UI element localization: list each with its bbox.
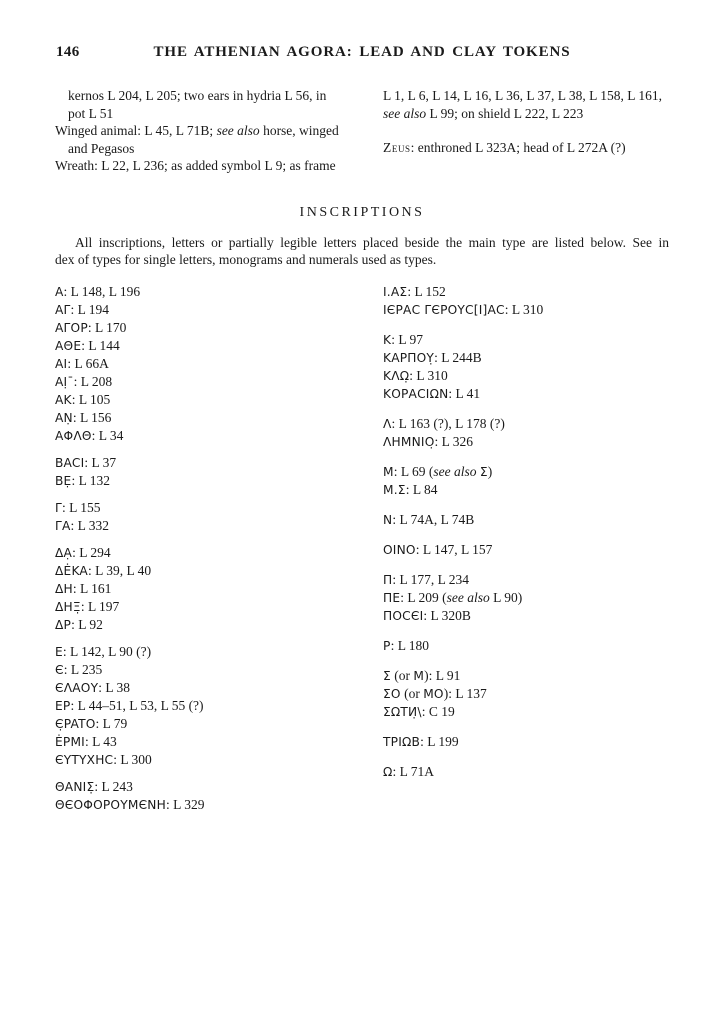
catalogue-reference-text: : L 97	[391, 331, 423, 347]
catalogue-reference-text: : L 69 (	[393, 463, 434, 479]
catalogue-reference-text: : C 19	[421, 703, 455, 719]
entry-group	[383, 331, 669, 403]
catalogue-reference-text: : L 44–51, L 53, L 55 (?)	[70, 697, 204, 713]
index-entry-line	[55, 697, 383, 715]
index-entry-line	[55, 616, 383, 634]
catalogue-reference-text: : L 152	[407, 283, 446, 299]
index-entry-line	[55, 643, 383, 661]
catalogue-reference-text: : L 310	[504, 301, 544, 317]
index-entry-line	[55, 733, 383, 751]
entry-group	[55, 87, 383, 175]
inscriptions-left-column	[55, 283, 383, 823]
catalogue-reference-text: Winged animal: L 45, L 71B;	[55, 123, 217, 138]
catalogue-reference-text: : L 310	[409, 367, 448, 383]
entry-group	[383, 571, 669, 625]
catalogue-reference-text: (or	[390, 667, 414, 683]
inscriptions-index	[55, 283, 669, 823]
index-entry-line	[55, 283, 383, 301]
entry-group	[383, 415, 669, 451]
index-entry-line	[383, 87, 669, 105]
greek-inscription-text: ΣΟ	[383, 686, 401, 701]
greek-inscription-text: ΣΩΤИ̣\	[383, 704, 422, 719]
index-entry-line	[55, 337, 383, 355]
smallcaps-heading-text: Zeus	[383, 140, 411, 155]
catalogue-reference-text: : L 300	[113, 751, 152, 767]
catalogue-reference-text: : L 144	[81, 337, 120, 353]
greek-inscription-text: ΠΟCЄΙ	[383, 608, 424, 623]
entry-group	[55, 454, 383, 490]
catalogue-reference-text: : L 156	[72, 409, 112, 425]
greek-inscription-text: ΜΟ	[423, 686, 444, 701]
greek-inscription-text: AṆ	[55, 410, 73, 425]
index-entry-line	[55, 319, 383, 337]
catalogue-reference-text: : L 148, L 196	[63, 283, 141, 299]
greek-inscription-text: ΘΑΝΙΣ̣	[55, 779, 95, 794]
index-entry-line	[55, 454, 383, 472]
greek-inscription-text: ΔHΞ̣	[55, 599, 81, 614]
page-header	[55, 44, 669, 64]
index-entry-line	[383, 283, 669, 301]
catalogue-reference-text: : L 209 (	[400, 589, 447, 605]
index-entry-line	[55, 122, 383, 140]
index-entry-line	[55, 661, 383, 679]
greek-inscription-text: ЄYTYXHC	[55, 752, 114, 767]
catalogue-reference-text: : L 132	[71, 472, 110, 488]
index-entry-line	[383, 139, 669, 157]
greek-inscription-text: P	[383, 638, 391, 653]
index-entry-line	[383, 571, 669, 589]
index-entry-line	[55, 679, 383, 697]
greek-inscription-text: AΘE	[55, 338, 82, 353]
catalogue-reference-text: : L 74A, L 74B	[392, 511, 475, 527]
index-entry-line	[55, 544, 383, 562]
type-index-right-column	[383, 87, 669, 175]
catalogue-reference-text: : L 92	[71, 616, 103, 632]
index-entry-line	[55, 105, 383, 123]
entry-group	[55, 643, 383, 769]
greek-inscription-text: K	[383, 332, 392, 347]
index-entry-line	[383, 301, 669, 319]
catalogue-reference-text: : L 37	[84, 454, 117, 470]
index-entry-line	[383, 433, 669, 451]
catalogue-reference-text: : L 163 (?), L 178 (?)	[391, 415, 505, 431]
catalogue-reference-text: : L 177, L 234	[392, 571, 469, 587]
index-entry-line	[383, 367, 669, 385]
index-entry-line	[55, 517, 383, 535]
section-heading: INSCRIPTIONS	[299, 204, 425, 220]
index-entry-line	[383, 415, 669, 433]
cross-reference-text: see also	[383, 105, 427, 121]
catalogue-reference-text: : L 39, L 40	[87, 562, 152, 578]
catalogue-reference-text: pot L 51	[68, 105, 114, 121]
catalogue-reference-text: : L 235	[63, 661, 103, 677]
greek-inscription-text: Ω	[383, 764, 393, 779]
index-entry-line	[383, 607, 669, 625]
entry-group	[383, 283, 669, 319]
index-entry-line	[55, 715, 383, 733]
catalogue-reference-text: : L 320B	[423, 607, 471, 623]
catalogue-reference-text: : L 142, L 90 (?)	[62, 643, 152, 659]
catalogue-reference-text: : L 294	[72, 544, 111, 560]
greek-inscription-text: Γ	[55, 500, 62, 515]
index-entry-line	[55, 499, 383, 517]
entry-group	[55, 778, 383, 814]
catalogue-reference-text: : L 66A	[67, 355, 109, 371]
greek-inscription-text: ΤΡΙΩΒ	[383, 734, 421, 749]
index-entry-line	[55, 751, 383, 769]
catalogue-reference-text: : L 41	[448, 385, 481, 401]
greek-inscription-text: A	[55, 284, 64, 299]
catalogue-reference-text: : L 34	[91, 427, 124, 443]
index-entry-line	[55, 598, 383, 616]
catalogue-reference-text: : L 79	[95, 715, 128, 731]
catalogue-reference-text: : L 147, L 157	[415, 541, 493, 557]
greek-inscription-text: AΦΛΘ	[55, 428, 92, 443]
catalogue-reference-text: and Pegasos	[68, 140, 135, 156]
catalogue-reference-text: L 1, L 6, L 14, L 16, L 36, L 37, L 38, L 158, L 161,	[383, 88, 662, 103]
section-intro	[55, 234, 669, 268]
index-entry-line	[55, 562, 383, 580]
catalogue-reference-text: : L 194	[70, 301, 110, 317]
index-entry-line	[383, 637, 669, 655]
catalogue-reference-text: : enthroned L 323A; head of L 272A (?)	[410, 140, 626, 155]
greek-inscription-text: AI	[55, 356, 68, 371]
entry-group	[55, 499, 383, 535]
index-entry-line	[383, 385, 669, 403]
index-entry-line	[55, 409, 383, 427]
catalogue-reference-text: : L 244B	[434, 349, 482, 365]
index-entry-line	[383, 589, 669, 607]
intro-line-2: dex of types for single letters, monograms and numerals used as types.	[55, 251, 437, 267]
running-title: THE ATHENIAN AGORA: LEAD AND CLAY TOKENS	[153, 44, 571, 60]
greek-inscription-text: ΚΛΩ̣	[383, 368, 410, 383]
catalogue-reference-text: : L 208	[73, 373, 113, 389]
greek-inscription-text: ΛΗΜΝΙΟ̣	[383, 434, 435, 449]
greek-inscription-text: E	[55, 644, 63, 659]
catalogue-reference-text: )	[487, 463, 493, 479]
greek-inscription-text: AK	[55, 392, 72, 407]
index-entry-line	[55, 373, 383, 391]
greek-inscription-text: Є̣PATO	[55, 716, 96, 731]
catalogue-reference-text: : L 43	[84, 733, 117, 749]
greek-inscription-text: M	[413, 668, 425, 683]
entry-group	[383, 733, 669, 751]
index-entry-line	[55, 796, 383, 814]
greek-inscription-text: ΠΕ	[383, 590, 401, 605]
greek-inscription-text: AΓOP	[55, 320, 88, 335]
catalogue-reference-text: : L 180	[390, 637, 430, 653]
index-entry-line	[383, 349, 669, 367]
inscriptions-right-column	[383, 283, 669, 793]
greek-inscription-text: ΟΙΝΟ	[383, 542, 416, 557]
catalogue-reference-text: : L 329	[165, 796, 205, 812]
greek-inscription-text: M.Σ	[383, 482, 406, 497]
entry-group	[383, 87, 669, 122]
index-entry-line	[383, 703, 669, 721]
greek-inscription-text: Ι.ΑΣ	[383, 284, 408, 299]
page-content	[55, 44, 669, 823]
catalogue-reference-text: : L 71A	[392, 763, 435, 779]
greek-inscription-text: ΘЄΟΦΟΡΟΥΜЄΝΗ	[55, 797, 166, 812]
catalogue-reference-text: Wreath: L 22, L 236; as added symbol L 9; as frame	[55, 158, 336, 173]
cross-reference-text: see also	[433, 463, 477, 479]
greek-inscription-text: ΔĖKA	[55, 563, 88, 578]
index-entry-line	[383, 733, 669, 751]
catalogue-reference-text: L 90)	[489, 589, 523, 605]
entry-group	[55, 283, 383, 445]
greek-inscription-text: ΔẠ	[55, 545, 73, 560]
entry-group	[383, 667, 669, 721]
entry-group	[383, 139, 669, 157]
greek-inscription-text: Λ	[383, 416, 392, 431]
cross-reference-text: see also	[216, 123, 260, 138]
catalogue-reference-text: : L 105	[71, 391, 111, 407]
index-entry-line	[55, 140, 383, 158]
catalogue-reference-text: : L 161	[72, 580, 112, 596]
catalogue-reference-text: : L 170	[87, 319, 127, 335]
catalogue-reference-text: : L 197	[80, 598, 120, 614]
index-entry-line	[55, 157, 383, 175]
index-entry-line	[55, 778, 383, 796]
greek-inscription-text: Σ	[479, 464, 488, 479]
catalogue-reference-text: : L 38	[98, 679, 130, 695]
greek-inscription-text: ĖPMI	[55, 734, 85, 749]
greek-inscription-text: ΔP	[55, 617, 72, 632]
entry-group	[55, 544, 383, 634]
greek-inscription-text: ΚΟΡΑCΙΩΝ	[383, 386, 449, 401]
type-index-continuation	[55, 87, 669, 175]
index-entry-line	[383, 763, 669, 781]
entry-group	[383, 511, 669, 529]
entry-group	[383, 463, 669, 499]
greek-inscription-text: AỊ¯	[55, 374, 74, 389]
catalogue-reference-text: : L 332	[70, 517, 110, 533]
greek-inscription-text: BẸ	[55, 473, 72, 488]
greek-inscription-text: BACI	[55, 455, 85, 470]
intro-line-1: All inscriptions, letters or partially legible letters placed beside the main type are listed below. See in	[75, 234, 669, 250]
greek-inscription-text: N	[383, 512, 393, 527]
catalogue-reference-text: ): L 137	[443, 685, 487, 701]
index-entry-line	[383, 667, 669, 685]
type-index-left-column	[55, 87, 383, 175]
entry-group	[383, 763, 669, 781]
greek-inscription-text: ΔH	[55, 581, 73, 596]
index-entry-line	[55, 580, 383, 598]
index-entry-line	[55, 472, 383, 490]
index-entry-line	[383, 331, 669, 349]
entry-group	[383, 637, 669, 655]
catalogue-reference-text: : L 326	[434, 433, 474, 449]
greek-inscription-text: ΙЄΡΑC ΓЄΡΟΥC[Ι]ΑC	[383, 302, 505, 317]
page-number: 146	[56, 44, 80, 60]
index-entry-line	[383, 511, 669, 529]
catalogue-reference-text: (or	[400, 685, 424, 701]
index-entry-line	[383, 541, 669, 559]
catalogue-reference-text: kernos L 204, L 205; two ears in hydria L 56, in	[68, 88, 327, 103]
catalogue-reference-text: : L 243	[94, 778, 133, 794]
cross-reference-text: see also	[446, 589, 490, 605]
index-entry-line	[55, 301, 383, 319]
greek-inscription-text: Π	[383, 572, 393, 587]
index-entry-line	[383, 481, 669, 499]
greek-inscription-text: ΓA	[55, 518, 71, 533]
greek-inscription-text: ΚΑΡΠΟΥ̣	[383, 350, 435, 365]
catalogue-reference-text: ): L 91	[424, 667, 461, 683]
greek-inscription-text: Σ	[383, 668, 391, 683]
index-entry-line	[55, 427, 383, 445]
index-entry-line	[383, 105, 669, 123]
catalogue-reference-text: : L 84	[405, 481, 438, 497]
greek-inscription-text: Є	[55, 662, 64, 677]
index-entry-line	[383, 463, 669, 481]
entry-group	[383, 541, 669, 559]
greek-inscription-text: ЄΛΑΟΥ	[55, 680, 99, 695]
catalogue-reference-text: L 99; on shield L 222, L 223	[426, 105, 584, 121]
index-entry-line	[55, 355, 383, 373]
greek-inscription-text: EP	[55, 698, 71, 713]
catalogue-reference-text: : L 155	[62, 499, 101, 515]
index-entry-line	[55, 87, 383, 105]
catalogue-reference-text: horse, winged	[259, 123, 339, 138]
index-entry-line	[55, 391, 383, 409]
index-entry-line	[383, 685, 669, 703]
greek-inscription-text: M	[383, 464, 394, 479]
greek-inscription-text: AΓ	[55, 302, 71, 317]
catalogue-reference-text: : L 199	[420, 733, 459, 749]
